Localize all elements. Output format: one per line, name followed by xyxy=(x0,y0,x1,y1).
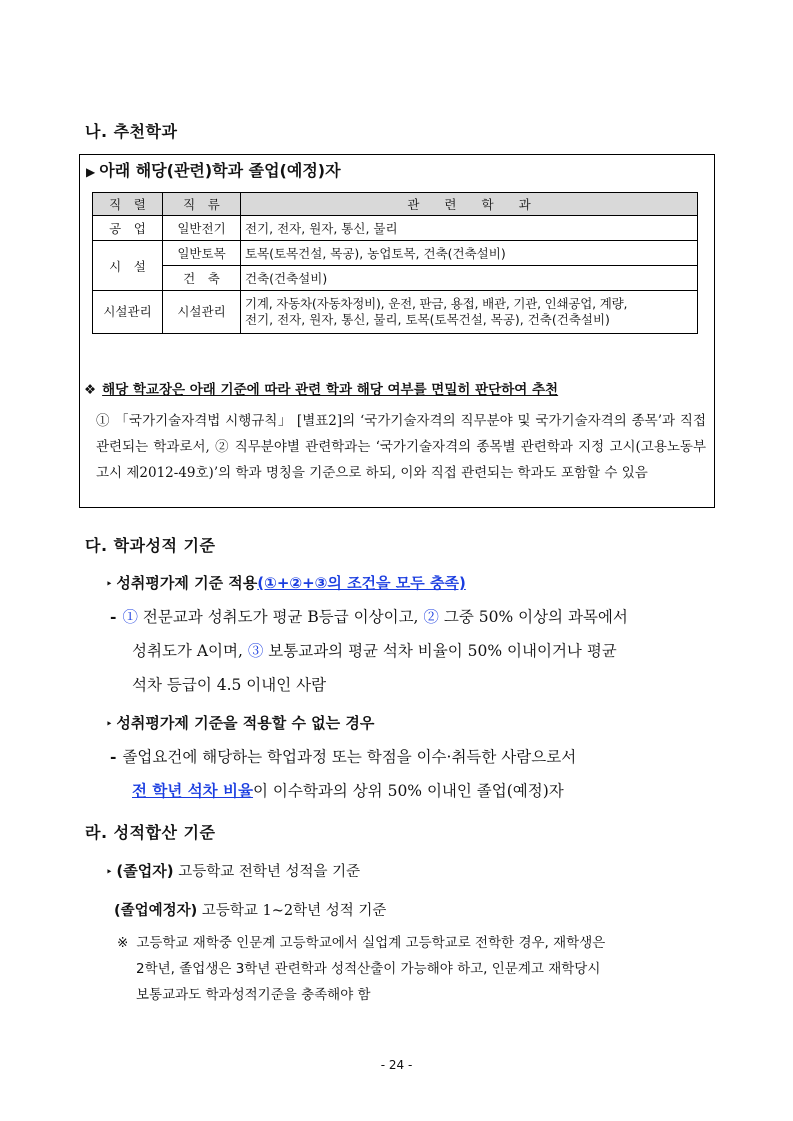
note-heading xyxy=(84,378,558,398)
cell-depts-line1: 기계, 자동차(자동차정비), 운전, 판금, 용접, 배관, 기관, 인쇄공업, 계량, xyxy=(245,296,628,311)
criteria-text: 성취도가 A이며, xyxy=(132,642,248,660)
cell-series: 시 설 xyxy=(93,241,163,291)
diamond-icon: ❖ xyxy=(84,382,97,398)
cell-series: 공 업 xyxy=(93,216,163,241)
remark-text: 고등학교 재학중 인문계 고등학교에서 실업계 고등학교로 전학한 경우, 재학생은 xyxy=(136,935,606,951)
table-row xyxy=(93,291,698,334)
score-bullet-expected xyxy=(114,899,386,920)
cell-depts-line2: 전기, 전자, 원자, 통신, 물리, 토목(토목건설, 목공), 건축(건축설비) xyxy=(245,312,610,327)
box-heading-text: 아래 해당(관련)학과 졸업(예정)자 xyxy=(99,161,341,180)
criteria-bullet-1-highlight: (①+②+③의 조건을 모두 충족) xyxy=(257,574,466,592)
graduate-text: 고등학교 전학년 성적을 기준 xyxy=(173,864,361,880)
cell-depts xyxy=(241,291,698,334)
cell-depts: 토목(토목건설, 목공), 농업토목, 건축(건축설비) xyxy=(241,241,698,266)
table-row xyxy=(93,216,698,241)
criteria-para-2-line2 xyxy=(110,774,720,808)
remark-line1 xyxy=(117,930,727,956)
criteria-text: 이 이수학과의 상위 50% 이내인 졸업(예정)자 xyxy=(253,782,564,800)
cell-type: 일반전기 xyxy=(163,216,241,241)
criteria-para-2 xyxy=(110,740,720,808)
remark-line3: 보통교과도 학과성적기준을 충족해야 함 xyxy=(136,987,371,1003)
dash-marker: - xyxy=(110,747,117,766)
triangle-bullet-icon: ‣ xyxy=(106,579,113,590)
cell-depts: 건축(건축설비) xyxy=(241,266,698,291)
criteria-bullet-1 xyxy=(106,572,466,593)
dash-marker: - xyxy=(110,607,117,626)
expected-graduate-text: 고등학교 1~2학년 성적 기준 xyxy=(197,903,387,919)
cell-depts: 전기, 전자, 원자, 통신, 물리 xyxy=(241,216,698,241)
circled-number-2: ② xyxy=(423,608,439,626)
cell-type: 일반토목 xyxy=(163,241,241,266)
expected-graduate-label: (졸업예정자) xyxy=(114,903,198,919)
criteria-para-1-line1 xyxy=(110,600,720,634)
triangle-bullet-icon: ‣ xyxy=(106,867,113,878)
criteria-para-2-highlight: 전 학년 석차 비율 xyxy=(132,782,254,800)
criteria-bullet-2 xyxy=(106,712,374,733)
triangle-right-icon: ▶ xyxy=(86,165,96,179)
criteria-para-2-line1 xyxy=(110,740,720,774)
triangle-bullet-icon: ‣ xyxy=(106,719,113,730)
criteria-para-1-line2 xyxy=(110,634,720,668)
criteria-text: 보통교과의 평균 석차 비율이 50% 이내이거나 평균 xyxy=(263,642,617,660)
section-title-score-criteria: 라. 성적합산 기준 xyxy=(85,823,216,842)
reference-mark-icon: ※ xyxy=(117,935,129,951)
cell-type: 시설관리 xyxy=(163,291,241,334)
header-related-dept: 관 련 학 과 xyxy=(241,193,698,216)
header-job-type: 직 류 xyxy=(163,193,241,216)
table-header-row xyxy=(93,193,698,216)
criteria-text: 그중 50% 이상의 과목에서 xyxy=(438,608,628,626)
circled-number-1: ① xyxy=(122,608,138,626)
criteria-text: 전문교과 성취도가 평균 B등급 이상이고, xyxy=(137,608,424,626)
graduate-label: (졸업자) xyxy=(116,862,174,880)
score-bullet-graduate xyxy=(106,860,360,881)
cell-type: 건 축 xyxy=(163,266,241,291)
box-heading xyxy=(86,158,341,181)
header-job-series: 직 렬 xyxy=(93,193,163,216)
note-heading-text: 해당 학교장은 아래 기준에 따라 관련 학과 해당 여부를 면밀히 판단하여 추천 xyxy=(102,382,559,398)
criteria-text: 졸업요건에 해당하는 학업과정 또는 학점을 이수·취득한 사람으로서 xyxy=(122,748,577,766)
criteria-para-1 xyxy=(110,600,720,702)
table-row xyxy=(93,266,698,291)
section-title-grade-criteria: 다. 학과성적 기준 xyxy=(85,536,216,555)
criteria-bullet-2-text: 성취평가제 기준을 적용할 수 없는 경우 xyxy=(116,714,375,732)
score-remark xyxy=(117,930,727,1008)
related-dept-table xyxy=(92,192,698,334)
cell-series: 시설관리 xyxy=(93,291,163,334)
criteria-para-1-line3: 석차 등급이 4.5 이내인 사람 xyxy=(132,676,327,694)
note-body: ① 「국가기술자격법 시행규칙」 [별표2]의 ‘국가기술자격의 직무분야 및 국가기술자격의 종목’과 직접 관련되는 학과로서, ② 직무분야별 관련학과는 ‘국가기술자격의 종목별 관련학과 지정 고시(고용노동부고시 제2012-49호)’의 학과 명칭을 기준으로 하되, 이와 직접 관련되는 학과도 포함할 수 있음 xyxy=(96,413,706,481)
criteria-bullet-1-text: 성취평가제 기준 적용 xyxy=(116,574,258,592)
table-row xyxy=(93,241,698,266)
page-number: - 24 - xyxy=(380,1058,413,1072)
remark-line2: 2학년, 졸업생은 3학년 관련학과 성적산출이 가능해야 하고, 인문계고 재학당시 xyxy=(136,961,601,977)
circled-number-3: ③ xyxy=(247,642,264,660)
section-title-recommended-dept: 나. 추천학과 xyxy=(85,122,178,141)
